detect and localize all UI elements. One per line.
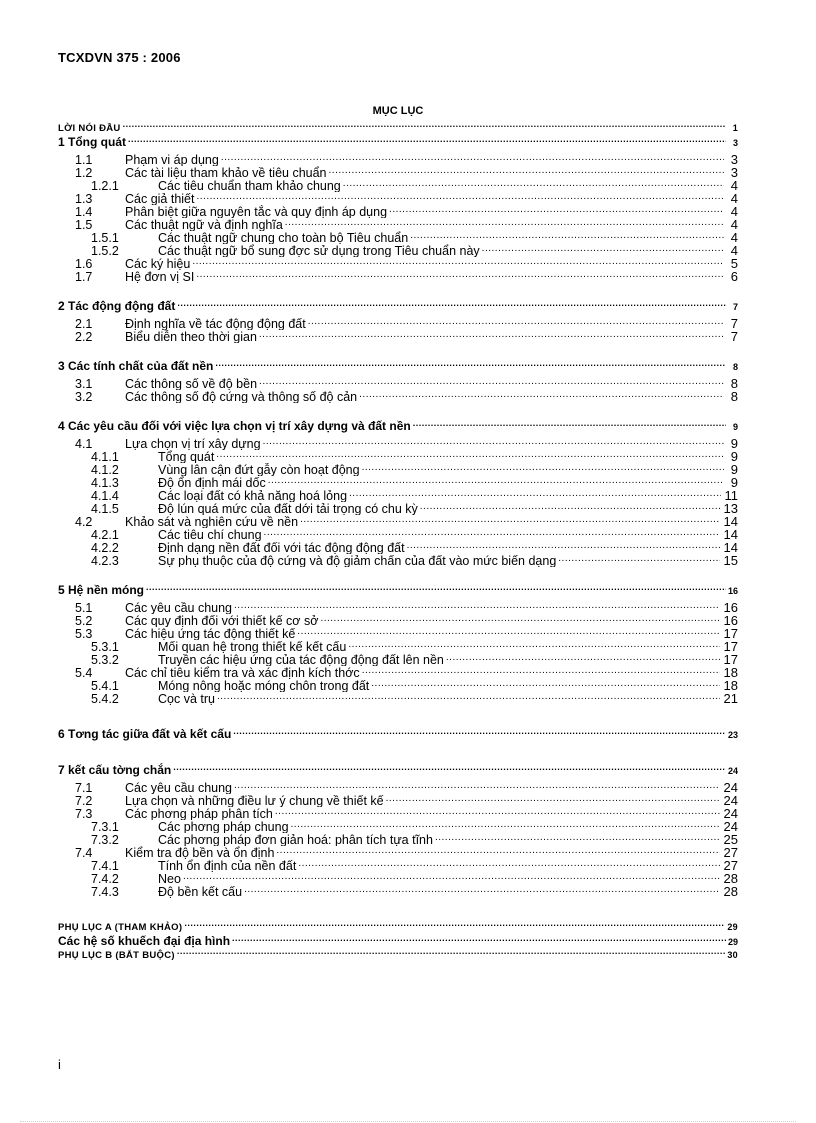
toc-entry-title: 2 Tác động động đất (58, 299, 176, 313)
toc-entry-number: 7.4.1 (91, 859, 119, 872)
toc-entry-page: 3 (730, 166, 738, 179)
toc-entry-number: 7.2 (75, 794, 93, 807)
toc-subsection-entry[interactable] (58, 541, 738, 554)
toc-entry-page: 30 (727, 950, 738, 960)
toc-dot-leader (413, 421, 726, 430)
toc-entry-title: Các phơng pháp chung (158, 820, 289, 833)
toc-entry-page: 7 (732, 302, 738, 312)
table-of-contents (58, 121, 738, 962)
toc-section-entry[interactable] (58, 920, 738, 934)
toc-section-entry[interactable] (58, 135, 738, 149)
toc-dot-leader (320, 615, 719, 625)
toc-entry-number: 4.1 (75, 437, 93, 450)
toc-entry-number: 5.4.1 (91, 679, 119, 692)
toc-section-entry[interactable] (58, 121, 738, 135)
toc-entry-page: 16 (723, 601, 738, 614)
toc-entry-page: 24 (723, 794, 738, 807)
toc-entry-page: 28 (723, 885, 738, 898)
toc-entry-title: Độ bền kết cấu (158, 885, 243, 898)
toc-dot-leader (234, 602, 720, 612)
toc-entry-page: 17 (723, 653, 738, 666)
toc-entry-page: 17 (723, 640, 738, 653)
toc-entry-page: 8 (730, 377, 738, 390)
toc-entry-title: Các hiệu ứng tác động thiết kế (125, 627, 296, 640)
toc-entry-page: 17 (723, 627, 738, 640)
toc-title: MỤC LỤC (372, 105, 424, 117)
toc-entry-page: 4 (730, 231, 738, 244)
toc-subsection-entry[interactable] (58, 859, 738, 872)
toc-entry-page: 18 (723, 666, 738, 679)
toc-entry-title: Các giả thiết (125, 192, 195, 205)
toc-subsection-entry[interactable] (58, 820, 738, 833)
toc-subsection-entry[interactable] (58, 614, 738, 627)
toc-dot-leader (297, 628, 719, 638)
toc-entry-page: 21 (723, 692, 738, 705)
toc-dot-leader (359, 391, 724, 401)
toc-entry-number: 7.3.2 (91, 833, 119, 846)
toc-subsection-entry[interactable] (58, 463, 738, 476)
toc-entry-title: Các phơng pháp phân tích (125, 807, 273, 820)
toc-dot-leader (128, 137, 726, 146)
toc-entry-title: Các tiêu chuẩn tham khảo chung (158, 179, 341, 192)
toc-entry-page: 24 (723, 820, 738, 833)
toc-subsection-entry[interactable] (58, 231, 738, 244)
toc-entry-page: 25 (723, 833, 738, 846)
toc-entry-page: 3 (730, 153, 738, 166)
toc-entry-page: 23 (727, 730, 738, 740)
document-code-header: TCXDVN 375 : 2006 (58, 50, 181, 62)
toc-subsection-entry[interactable] (58, 270, 738, 283)
toc-subsection-entry[interactable] (58, 192, 738, 205)
toc-entry-title: Phạm vi áp dụng (125, 153, 219, 166)
toc-dot-leader (177, 949, 726, 958)
toc-entry-number: 1.5.1 (91, 231, 119, 244)
toc-entry-number: 5.3.2 (91, 653, 119, 666)
toc-entry-page: 9 (730, 476, 738, 489)
toc-subsection-entry[interactable] (58, 781, 738, 794)
toc-section-entry[interactable] (58, 419, 738, 433)
toc-dot-leader (275, 808, 720, 818)
toc-dot-leader (558, 555, 719, 565)
toc-entry-page: 9 (730, 437, 738, 450)
toc-entry-number: 7.4.2 (91, 872, 119, 885)
toc-dot-leader (410, 232, 724, 242)
toc-subsection-entry[interactable] (58, 390, 738, 403)
toc-subsection-entry[interactable] (58, 833, 738, 846)
toc-subsection-entry[interactable] (58, 885, 738, 898)
toc-entry-title: Móng nông hoặc móng chôn trong đất (158, 679, 370, 692)
toc-entry-title: Các quy định đối với thiết kế cơ sở (125, 614, 319, 627)
toc-entry-number: 1.6 (75, 257, 93, 270)
toc-entry-title: 6 Tơng tác giữa đất và kết cấu (58, 727, 232, 741)
toc-entry-title: Các tài liệu tham khảo về tiêu chuẩn (125, 166, 327, 179)
toc-dot-leader (298, 860, 719, 870)
toc-entry-page: 9 (730, 463, 738, 476)
toc-entry-number: 1.7 (75, 270, 93, 283)
toc-entry-title: Các thuật ngữ và định nghĩa (125, 218, 283, 231)
toc-entry-title: LỜI NÓI ĐẦU (58, 123, 121, 134)
toc-section-entry[interactable] (58, 948, 738, 962)
toc-entry-title: Các hệ số khuếch đại địa hình (58, 934, 231, 948)
toc-entry-page: 29 (727, 937, 738, 947)
toc-entry-page: 4 (730, 192, 738, 205)
toc-entry-title: Vùng lân cận đứt gẫy còn hoạt động (158, 463, 360, 476)
toc-entry-page: 1 (732, 123, 738, 133)
toc-entry-page: 18 (723, 679, 738, 692)
toc-subsection-entry[interactable] (58, 872, 738, 885)
toc-entry-title: Lựa chọn và những điều lư ý chung về thiết kế (125, 794, 384, 807)
toc-dot-leader (362, 667, 720, 677)
toc-dot-leader (264, 529, 720, 539)
toc-subsection-entry[interactable] (58, 807, 738, 820)
toc-dot-leader (196, 193, 724, 203)
toc-entry-page: 16 (723, 614, 738, 627)
toc-entry-title: Mối quan hệ trong thiết kế kết cấu (158, 640, 347, 653)
toc-subsection-entry[interactable] (58, 515, 738, 528)
toc-dot-leader (435, 834, 720, 844)
toc-entry-number: 7.4.3 (91, 885, 119, 898)
toc-subsection-entry[interactable] (58, 317, 738, 330)
toc-dot-leader (183, 873, 720, 883)
toc-dot-leader (446, 654, 720, 664)
toc-dot-leader (300, 516, 719, 526)
toc-dot-leader (308, 318, 724, 328)
toc-dot-leader (482, 245, 724, 255)
toc-dot-leader (420, 503, 720, 513)
toc-entry-title: Các thông số về độ bền (125, 377, 258, 390)
toc-dot-leader (407, 542, 720, 552)
toc-dot-leader (389, 206, 724, 216)
toc-entry-title: Các yêu cầu chung (125, 781, 233, 794)
toc-subsection-entry[interactable] (58, 166, 738, 179)
toc-entry-number: 7.3 (75, 807, 93, 820)
toc-subsection-entry[interactable] (58, 640, 738, 653)
toc-entry-title: Các tiêu chí chung (158, 528, 262, 541)
toc-entry-number: 5.2 (75, 614, 93, 627)
toc-subsection-entry[interactable] (58, 692, 738, 705)
toc-section-entry[interactable] (58, 763, 738, 777)
toc-entry-page: 24 (723, 781, 738, 794)
toc-dot-leader (259, 331, 724, 341)
toc-entry-number: 4.1.5 (91, 502, 119, 515)
toc-subsection-entry[interactable] (58, 377, 738, 390)
toc-entry-title: Biểu diễn theo thời gian (125, 330, 257, 343)
toc-subsection-entry[interactable] (58, 179, 738, 192)
toc-entry-number: 3.2 (75, 390, 93, 403)
toc-entry-page: 24 (727, 766, 738, 776)
toc-entry-page: 11 (724, 489, 738, 502)
toc-dot-leader (232, 936, 726, 945)
toc-entry-title: Neo (158, 872, 181, 885)
toc-subsection-entry[interactable] (58, 330, 738, 343)
toc-dot-leader (362, 464, 724, 474)
toc-entry-number: 4.2.2 (91, 541, 119, 554)
toc-dot-leader (386, 795, 720, 805)
toc-entry-title: 1 Tổng quát (58, 135, 126, 149)
toc-entry-page: 6 (730, 270, 738, 283)
toc-entry-number: 5.3.1 (91, 640, 119, 653)
toc-dot-leader (146, 585, 726, 594)
toc-dot-leader (196, 271, 724, 281)
toc-entry-title: Cọc và trụ (158, 692, 215, 705)
toc-entry-page: 29 (727, 922, 738, 932)
toc-subsection-entry[interactable] (58, 627, 738, 640)
toc-dot-leader (233, 729, 726, 738)
toc-entry-page: 3 (732, 138, 738, 148)
toc-entry-page: 4 (730, 218, 738, 231)
toc-entry-title: Khảo sát và nghiên cứu về nền (125, 515, 299, 528)
toc-dot-leader (291, 821, 720, 831)
toc-entry-title: Kiểm tra độ bền và ổn định (125, 846, 275, 859)
toc-entry-title: PHỤ LỤC B (BẮT BUỘC) (58, 950, 175, 961)
toc-entry-title: Lựa chọn vị trí xây dựng (125, 437, 261, 450)
toc-entry-number: 5.4.2 (91, 692, 119, 705)
toc-subsection-entry[interactable] (58, 437, 738, 450)
toc-entry-number: 3.1 (75, 377, 93, 390)
toc-subsection-entry[interactable] (58, 218, 738, 231)
toc-subsection-entry[interactable] (58, 846, 738, 859)
toc-dot-leader (244, 886, 719, 896)
toc-entry-page: 14 (723, 541, 738, 554)
toc-entry-title: Các loại đất có khả năng hoá lỏng (158, 489, 348, 502)
toc-entry-number: 4.1.1 (91, 450, 119, 463)
toc-subsection-entry[interactable] (58, 205, 738, 218)
toc-entry-page: 24 (723, 807, 738, 820)
toc-entry-title: Độ lún quá mức của đất dới tải trọng có chu kỳ (158, 502, 418, 515)
toc-entry-title: Độ ổn định mái dốc (158, 476, 266, 489)
toc-dot-leader (234, 782, 720, 792)
toc-entry-page: 8 (732, 362, 738, 372)
toc-entry-number: 1.3 (75, 192, 93, 205)
toc-entry-page: 9 (730, 450, 738, 463)
toc-entry-title: Các thuật ngữ bổ sung đợc sử dụng trong Tiêu chuẩn này (158, 244, 480, 257)
toc-dot-leader (221, 154, 724, 164)
toc-entry-page: 15 (723, 554, 738, 567)
toc-entry-number: 2.2 (75, 330, 93, 343)
toc-dot-leader (177, 301, 726, 310)
toc-entry-number: 7.1 (75, 781, 93, 794)
toc-entry-page: 7 (730, 317, 738, 330)
toc-entry-number: 1.2.1 (91, 179, 119, 192)
toc-section-entry[interactable] (58, 727, 738, 741)
toc-entry-number: 2.1 (75, 317, 93, 330)
toc-dot-leader (285, 219, 724, 229)
toc-entry-page: 27 (723, 859, 738, 872)
toc-subsection-entry[interactable] (58, 528, 738, 541)
toc-dot-leader (184, 921, 725, 930)
toc-dot-leader (329, 167, 724, 177)
toc-dot-leader (349, 490, 720, 500)
toc-subsection-entry[interactable] (58, 679, 738, 692)
toc-entry-number: 1.5.2 (91, 244, 119, 257)
toc-subsection-entry[interactable] (58, 244, 738, 257)
toc-entry-number: 1.5 (75, 218, 93, 231)
toc-entry-page: 28 (723, 872, 738, 885)
toc-entry-page: 14 (723, 528, 738, 541)
toc-entry-title: Truyền các hiệu ứng của tác động động đất lên nền (158, 653, 444, 666)
toc-dot-leader (173, 765, 726, 774)
toc-subsection-entry[interactable] (58, 666, 738, 679)
toc-dot-leader (348, 641, 719, 651)
toc-entry-title: Phân biệt giữa nguyên tắc và quy định áp dụng (125, 205, 388, 218)
toc-entry-number: 1.4 (75, 205, 93, 218)
toc-entry-number: 4.1.2 (91, 463, 119, 476)
toc-entry-title: 7 kết cấu tờng chắn (58, 763, 172, 777)
toc-entry-page: 8 (730, 390, 738, 403)
toc-entry-page: 13 (723, 502, 738, 515)
toc-dot-leader (216, 451, 724, 461)
toc-entry-page: 4 (730, 179, 738, 192)
toc-subsection-entry[interactable] (58, 489, 738, 502)
toc-dot-leader (343, 180, 724, 190)
toc-entry-title: 4 Các yêu cầu đối với việc lựa chọn vị trí xây dựng và đất nền (58, 419, 411, 433)
toc-entry-page: 4 (730, 244, 738, 257)
toc-entry-title: 5 Hệ nền móng (58, 583, 145, 597)
toc-entry-title: Các phơng pháp đơn giản hoá: phân tích tựa tĩnh (158, 833, 433, 846)
toc-entry-title: Hệ đơn vị SI (125, 270, 195, 283)
toc-entry-title: Các yêu cầu chung (125, 601, 233, 614)
toc-entry-number: 4.1.4 (91, 489, 119, 502)
toc-dot-leader (215, 361, 726, 370)
toc-subsection-entry[interactable] (58, 450, 738, 463)
toc-dot-leader (192, 258, 724, 268)
toc-dot-leader (259, 378, 724, 388)
toc-section-entry[interactable] (58, 359, 738, 373)
toc-dot-leader (123, 122, 726, 131)
toc-entry-page: 7 (730, 330, 738, 343)
toc-entry-title: Các chỉ tiêu kiểm tra và xác định kích thớc (125, 666, 360, 679)
toc-entry-title: Các thuật ngữ chung cho toàn bộ Tiêu chuẩn (158, 231, 409, 244)
toc-dot-leader (268, 477, 724, 487)
toc-entry-title: Tính ổn định của nền đất (158, 859, 297, 872)
toc-entry-number: 1.2 (75, 166, 93, 179)
toc-entry-title: Định dạng nền đất đối với tác động động đất (158, 541, 405, 554)
toc-subsection-entry[interactable] (58, 653, 738, 666)
toc-section-entry[interactable] (58, 583, 738, 597)
toc-subsection-entry[interactable] (58, 554, 738, 567)
toc-entry-number: 5.4 (75, 666, 93, 679)
toc-entry-title: Sự phụ thuộc của độ cứng và độ giảm chấn của đất vào mức biến dạng (158, 554, 557, 567)
toc-entry-page: 14 (723, 515, 738, 528)
toc-entry-page: 4 (730, 205, 738, 218)
toc-entry-number: 5.1 (75, 601, 93, 614)
toc-subsection-entry[interactable] (58, 601, 738, 614)
toc-entry-page: 5 (730, 257, 738, 270)
toc-entry-page: 9 (732, 422, 738, 432)
toc-entry-number: 4.2.1 (91, 528, 119, 541)
toc-entry-title: 3 Các tính chất của đất nền (58, 359, 214, 373)
toc-entry-title: PHỤ LỤC A (THAM KHẢO) (58, 922, 183, 933)
toc-entry-page: 16 (727, 586, 738, 596)
toc-entry-number: 7.4 (75, 846, 93, 859)
toc-subsection-entry[interactable] (58, 794, 738, 807)
toc-dot-leader (276, 847, 719, 857)
toc-subsection-entry[interactable] (58, 502, 738, 515)
toc-dot-leader (217, 693, 720, 703)
toc-entry-number: 5.3 (75, 627, 93, 640)
toc-section-entry[interactable] (58, 934, 738, 948)
toc-entry-number: 4.2.3 (91, 554, 119, 567)
toc-entry-title: Các thông số độ cứng và thông số độ cản (125, 390, 358, 403)
toc-subsection-entry[interactable] (58, 476, 738, 489)
toc-entry-title: Các ký hiệu (125, 257, 191, 270)
toc-entry-title: Tổng quát (158, 450, 215, 463)
toc-section-entry[interactable] (58, 299, 738, 313)
toc-dot-leader (371, 680, 719, 690)
toc-entry-page: 27 (723, 846, 738, 859)
toc-entry-number: 1.1 (75, 153, 93, 166)
toc-dot-leader (263, 438, 724, 448)
toc-subsection-entry[interactable] (58, 257, 738, 270)
page-number: i (58, 1057, 61, 1072)
toc-subsection-entry[interactable] (58, 153, 738, 166)
page-edge-divider (20, 1121, 796, 1122)
toc-entry-title: Định nghĩa về tác động động đất (125, 317, 306, 330)
toc-entry-number: 7.3.1 (91, 820, 119, 833)
toc-entry-number: 4.1.3 (91, 476, 119, 489)
toc-entry-number: 4.2 (75, 515, 93, 528)
